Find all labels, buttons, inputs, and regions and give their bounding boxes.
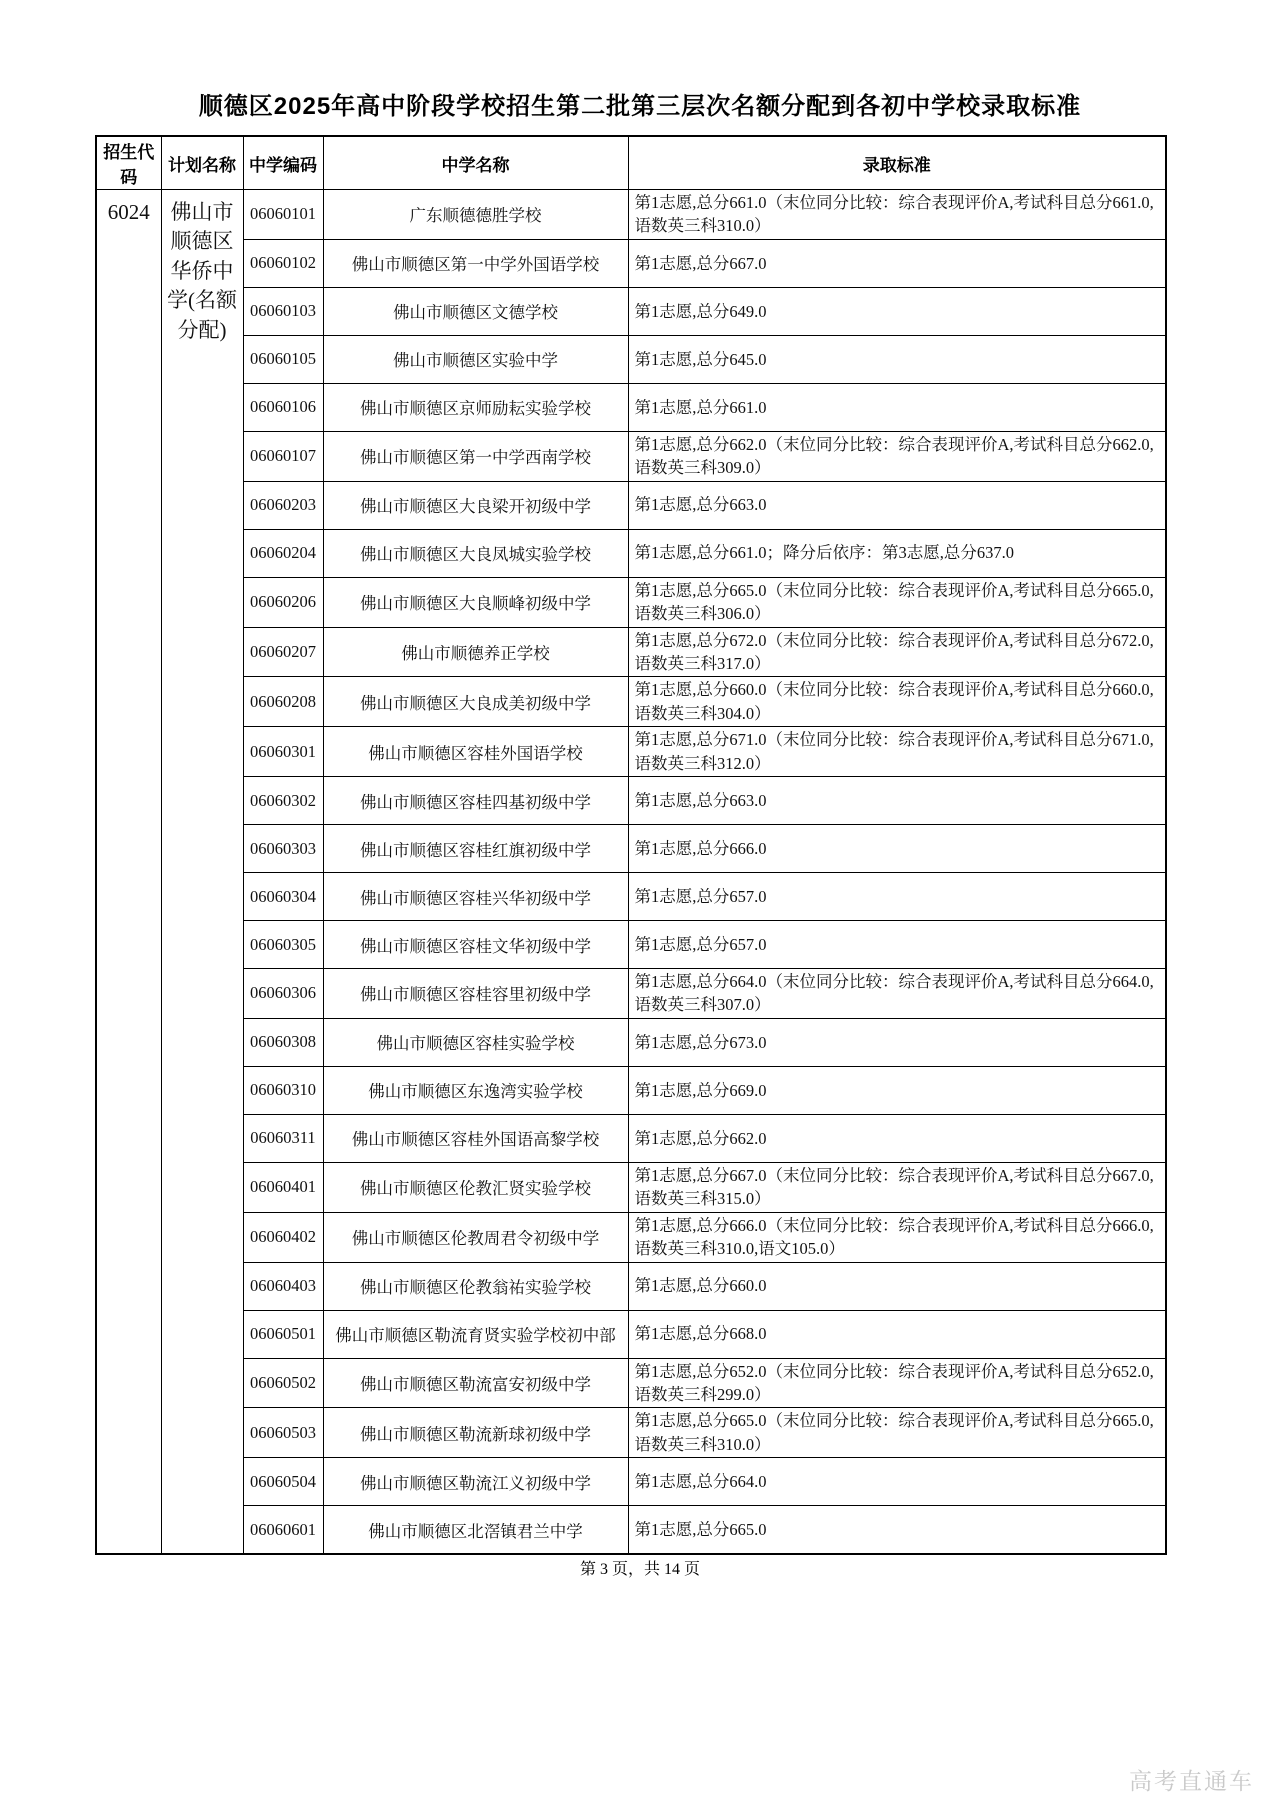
- school-name-cell: 佛山市顺德区京师励耘实验学校: [323, 383, 628, 431]
- table-row: [96, 1262, 1166, 1310]
- standard-cell: 第1志愿,总分661.0（末位同分比较：综合表现评价A,考试科目总分661.0,语数英三科310.0）: [628, 190, 1166, 240]
- standard-cell: 第1志愿,总分649.0: [628, 287, 1166, 335]
- school-name-cell: 佛山市顺德养正学校: [323, 627, 628, 677]
- standard-cell: 第1志愿,总分667.0（末位同分比较：综合表现评价A,考试科目总分667.0,语数英三科315.0）: [628, 1162, 1166, 1212]
- school-code-cell: 06060403: [243, 1262, 323, 1310]
- school-name-cell: 佛山市顺德区文德学校: [323, 287, 628, 335]
- school-name-cell: 佛山市顺德区容桂外国语学校: [323, 727, 628, 777]
- table-body: [96, 190, 1166, 1554]
- school-code-cell: 06060308: [243, 1018, 323, 1066]
- standard-cell: 第1志愿,总分666.0（末位同分比较：综合表现评价A,考试科目总分666.0,语数英三科310.0,语文105.0）: [628, 1212, 1166, 1262]
- header-standard: 录取标准: [628, 136, 1166, 190]
- standard-cell: 第1志愿,总分664.0: [628, 1458, 1166, 1506]
- table-row: [96, 627, 1166, 677]
- table-row: [96, 727, 1166, 777]
- school-name-cell: 佛山市顺德区容桂容里初级中学: [323, 969, 628, 1019]
- standard-cell: 第1志愿,总分660.0（末位同分比较：综合表现评价A,考试科目总分660.0,语数英三科304.0）: [628, 677, 1166, 727]
- table-row: [96, 481, 1166, 529]
- admission-code-cell: 6024: [96, 190, 161, 1554]
- table-row: [96, 1066, 1166, 1114]
- school-code-cell: 06060208: [243, 677, 323, 727]
- standard-cell: 第1志愿,总分657.0: [628, 921, 1166, 969]
- page-title: 顺德区2025年高中阶段学校招生第二批第三层次名额分配到各初中学校录取标准: [198, 93, 1082, 120]
- standard-cell: 第1志愿,总分665.0: [628, 1506, 1166, 1554]
- standard-cell: 第1志愿,总分663.0: [628, 481, 1166, 529]
- school-code-cell: 06060310: [243, 1066, 323, 1114]
- school-code-cell: 06060306: [243, 969, 323, 1019]
- table-row: [96, 1114, 1166, 1162]
- header-school-code: 中学编码: [243, 136, 323, 190]
- school-name-cell: 佛山市顺德区容桂外国语高黎学校: [323, 1114, 628, 1162]
- table-row: [96, 1358, 1166, 1408]
- school-name-cell: 广东顺德德胜学校: [323, 190, 628, 240]
- table-row: [96, 677, 1166, 727]
- school-code-cell: 06060304: [243, 873, 323, 921]
- table-row: [96, 1212, 1166, 1262]
- table-row: [96, 1408, 1166, 1458]
- standard-cell: 第1志愿,总分662.0（末位同分比较：综合表现评价A,考试科目总分662.0,语数英三科309.0）: [628, 431, 1166, 481]
- standard-cell: 第1志愿,总分664.0（末位同分比较：综合表现评价A,考试科目总分664.0,语数英三科307.0）: [628, 969, 1166, 1019]
- header-admission-code: 招生代码: [96, 136, 161, 190]
- table-row: [96, 1162, 1166, 1212]
- table-row: [96, 431, 1166, 481]
- school-code-cell: 06060206: [243, 577, 323, 627]
- standard-cell: 第1志愿,总分673.0: [628, 1018, 1166, 1066]
- table-row: [96, 335, 1166, 383]
- standard-cell: 第1志愿,总分669.0: [628, 1066, 1166, 1114]
- school-name-cell: 佛山市顺德区东逸湾实验学校: [323, 1066, 628, 1114]
- standard-cell: 第1志愿,总分661.0；降分后依序：第3志愿,总分637.0: [628, 529, 1166, 577]
- standard-cell: 第1志愿,总分645.0: [628, 335, 1166, 383]
- header-school-name: 中学名称: [323, 136, 628, 190]
- school-name-cell: 佛山市顺德区伦教翁祐实验学校: [323, 1262, 628, 1310]
- school-name-cell: 佛山市顺德区容桂实验学校: [323, 1018, 628, 1066]
- school-code-cell: 06060311: [243, 1114, 323, 1162]
- standard-cell: 第1志愿,总分671.0（末位同分比较：综合表现评价A,考试科目总分671.0,语数英三科312.0）: [628, 727, 1166, 777]
- standard-cell: 第1志愿,总分665.0（末位同分比较：综合表现评价A,考试科目总分665.0,语数英三科306.0）: [628, 577, 1166, 627]
- school-name-cell: 佛山市顺德区大良梁开初级中学: [323, 481, 628, 529]
- standard-cell: 第1志愿,总分660.0: [628, 1262, 1166, 1310]
- school-code-cell: 06060503: [243, 1408, 323, 1458]
- table-row: [96, 1506, 1166, 1554]
- school-code-cell: 06060105: [243, 335, 323, 383]
- page-number: 第 3 页，共 14 页: [579, 1561, 700, 1578]
- school-code-cell: 06060301: [243, 727, 323, 777]
- school-name-cell: 佛山市顺德区容桂文华初级中学: [323, 921, 628, 969]
- table-row: [96, 825, 1166, 873]
- school-name-cell: 佛山市顺德区伦教汇贤实验学校: [323, 1162, 628, 1212]
- school-name-cell: 佛山市顺德区大良顺峰初级中学: [323, 577, 628, 627]
- watermark: 高考直通车: [1129, 1768, 1254, 1794]
- school-code-cell: 06060401: [243, 1162, 323, 1212]
- school-code-cell: 06060302: [243, 777, 323, 825]
- school-code-cell: 06060305: [243, 921, 323, 969]
- table-row: [96, 383, 1166, 431]
- table-row: [96, 873, 1166, 921]
- school-name-cell: 佛山市顺德区容桂红旗初级中学: [323, 825, 628, 873]
- table-row: [96, 287, 1166, 335]
- school-code-cell: 06060601: [243, 1506, 323, 1554]
- standard-cell: 第1志愿,总分652.0（末位同分比较：综合表现评价A,考试科目总分652.0,语数英三科299.0）: [628, 1358, 1166, 1408]
- school-code-cell: 06060501: [243, 1310, 323, 1358]
- table-row: [96, 1458, 1166, 1506]
- standard-cell: 第1志愿,总分665.0（末位同分比较：综合表现评价A,考试科目总分665.0,语数英三科310.0）: [628, 1408, 1166, 1458]
- school-name-cell: 佛山市顺德区北滘镇君兰中学: [323, 1506, 628, 1554]
- standard-cell: 第1志愿,总分667.0: [628, 239, 1166, 287]
- school-name-cell: 佛山市顺德区容桂兴华初级中学: [323, 873, 628, 921]
- school-name-cell: 佛山市顺德区伦教周君令初级中学: [323, 1212, 628, 1262]
- school-name-cell: 佛山市顺德区第一中学西南学校: [323, 431, 628, 481]
- table-row: [96, 969, 1166, 1019]
- school-code-cell: 06060106: [243, 383, 323, 431]
- school-code-cell: 06060107: [243, 431, 323, 481]
- standard-cell: 第1志愿,总分657.0: [628, 873, 1166, 921]
- school-name-cell: 佛山市顺德区勒流新球初级中学: [323, 1408, 628, 1458]
- table-header: [96, 136, 1166, 190]
- school-name-cell: 佛山市顺德区容桂四基初级中学: [323, 777, 628, 825]
- school-name-cell: 佛山市顺德区大良凤城实验学校: [323, 529, 628, 577]
- school-code-cell: 06060203: [243, 481, 323, 529]
- school-name-cell: 佛山市顺德区勒流育贤实验学校初中部: [323, 1310, 628, 1358]
- plan-name-cell: 佛山市顺德区华侨中学(名额分配): [161, 190, 243, 1554]
- table-row: [96, 1310, 1166, 1358]
- table-row: [96, 1018, 1166, 1066]
- standard-cell: 第1志愿,总分666.0: [628, 825, 1166, 873]
- school-code-cell: 06060207: [243, 627, 323, 677]
- table-row: [96, 529, 1166, 577]
- school-code-cell: 06060504: [243, 1458, 323, 1506]
- table-row: [96, 921, 1166, 969]
- table-row: [96, 239, 1166, 287]
- school-code-cell: 06060204: [243, 529, 323, 577]
- standard-cell: 第1志愿,总分663.0: [628, 777, 1166, 825]
- school-code-cell: 06060402: [243, 1212, 323, 1262]
- table-row: [96, 577, 1166, 627]
- school-code-cell: 06060502: [243, 1358, 323, 1408]
- school-name-cell: 佛山市顺德区实验中学: [323, 335, 628, 383]
- school-name-cell: 佛山市顺德区勒流富安初级中学: [323, 1358, 628, 1408]
- school-name-cell: 佛山市顺德区第一中学外国语学校: [323, 239, 628, 287]
- school-code-cell: 06060102: [243, 239, 323, 287]
- school-code-cell: 06060101: [243, 190, 323, 240]
- table-row: [96, 777, 1166, 825]
- standard-cell: 第1志愿,总分668.0: [628, 1310, 1166, 1358]
- standard-cell: 第1志愿,总分661.0: [628, 383, 1166, 431]
- standard-cell: 第1志愿,总分662.0: [628, 1114, 1166, 1162]
- header-plan-name: 计划名称: [161, 136, 243, 190]
- table-row: [96, 190, 1166, 240]
- standard-cell: 第1志愿,总分672.0（末位同分比较：综合表现评价A,考试科目总分672.0,语数英三科317.0）: [628, 627, 1166, 677]
- school-name-cell: 佛山市顺德区勒流江义初级中学: [323, 1458, 628, 1506]
- admission-standards-table: [95, 135, 1167, 1555]
- school-code-cell: 06060103: [243, 287, 323, 335]
- school-name-cell: 佛山市顺德区大良成美初级中学: [323, 677, 628, 727]
- school-code-cell: 06060303: [243, 825, 323, 873]
